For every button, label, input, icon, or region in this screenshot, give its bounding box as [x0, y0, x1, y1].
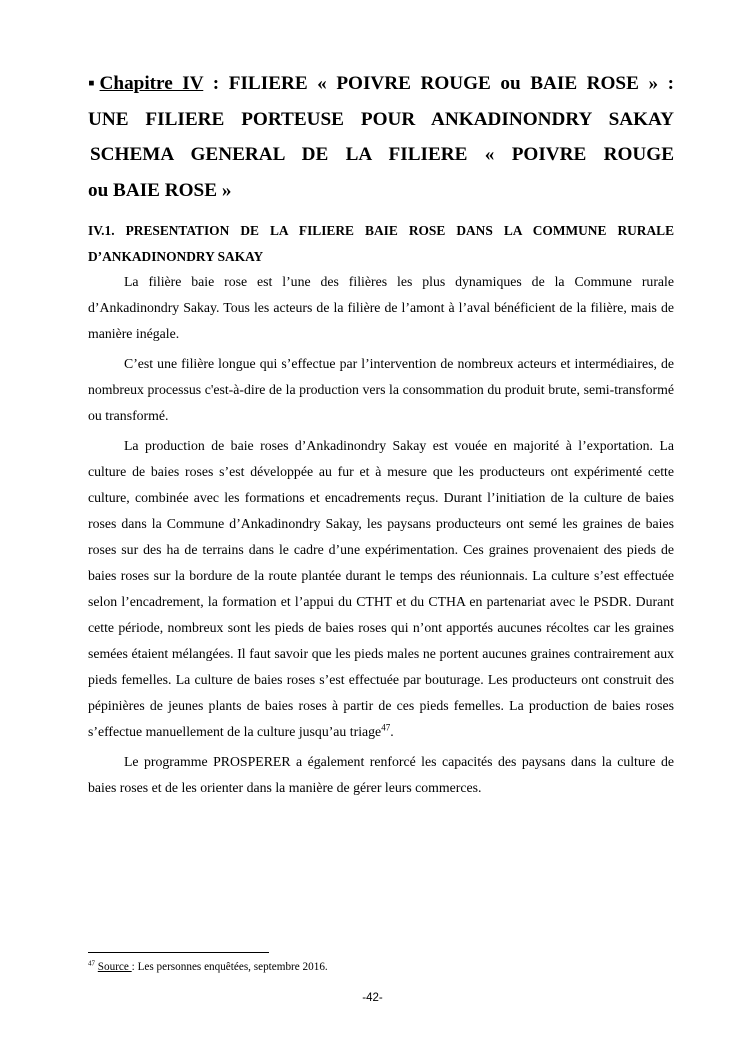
section-heading: IV.1. PRESENTATION DE LA FILIERE BAIE ROSE DANS LA COMMUNE RURALE D’ANKADINONDRY SAKAY	[88, 223, 674, 264]
footnote-source-label: Source	[97, 961, 132, 973]
chapter-title-line-3: SCHEMA GENERAL DE LA FILIERE « POIVRE ROUGE	[90, 144, 674, 165]
paragraph-3-text: La production de baie roses d’Ankadinondry Sakay est vouée en majorité à l’exportation. La culture de baies roses s’est développée au fur et à mesure que les producteurs ont expérimenté cette culture, combinée avec les formations et encadrements reçus. Durant l’initiation de la culture de baies roses dans la Commune d’Ankadinondry Sakay, les paysans producteurs ont semé les graines de baies roses sur des ha de terrains dans le cadre d’une expérimentation. Ces graines provenaient des pieds de baies roses sur la bordure de la route plantée durant le temps des réunionnais. La culture s’est effectuée selon l’encadrement, la formation et l’appui du CTHT et du CTHA en partenariat avec le PSDR. Durant cette période, nombreux sont les pieds de baies roses qui n’ont apportés aucunes récoltes car les graines semées étaient mélangées. Il faut savoir que les pieds males ne portent aucunes graines contrairement aux pieds femelles. La culture de baies roses s’est effectuée par bouturage. Les producteurs ont construit des pépinières de jeunes plants de baies roses à partir de ces pieds femelles. La production de baies roses s’effectue manuellement de la culture jusqu’au triage	[88, 438, 674, 739]
paragraph-3	[88, 433, 674, 745]
footnote	[88, 960, 328, 974]
page-number: -42-	[362, 992, 383, 1004]
footnote-reference[interactable]: 47	[381, 722, 391, 733]
footnote-text: : Les personnes enquêtées, septembre 2016.	[131, 961, 328, 973]
page-body	[88, 66, 674, 805]
paragraph-2: C’est une filière longue qui s’effectue par l’intervention de nombreux acteurs et intermédiaires, de nombreux processus c'est-à-dire de la production vers la consommation du produit brute, semi-transformé ou transformé.	[88, 356, 674, 423]
chapter-title	[88, 66, 674, 208]
paragraph-4: Le programme PROSPERER a également renforcé les capacités des paysans dans la culture de baies roses et de les orienter dans la manière de gérer leurs commerces.	[88, 754, 674, 795]
paragraph-3-tail: .	[390, 724, 394, 739]
chapter-title-line-1-text: : FILIERE « POIVRE ROUGE ou BAIE ROSE » :	[203, 73, 674, 94]
chapter-title-line-1	[88, 66, 674, 102]
chapter-title-line-2: UNE FILIERE PORTEUSE POUR ANKADINONDRY SAKAY	[88, 108, 674, 130]
chapter-title-line-4: ou BAIE ROSE »	[88, 179, 232, 201]
footnote-number: 47	[88, 959, 95, 968]
bullet-icon: ▪	[88, 73, 100, 94]
paragraph-1: La filière baie rose est l’une des filières les plus dynamiques de la Commune rurale d’Ankadinondry Sakay. Tous les acteurs de la filière de l’amont à l’aval bénéficient de la filière, mais de manière inégale.	[88, 274, 674, 341]
footnote-divider	[88, 952, 269, 953]
chapter-label: Chapitre IV	[99, 73, 204, 94]
